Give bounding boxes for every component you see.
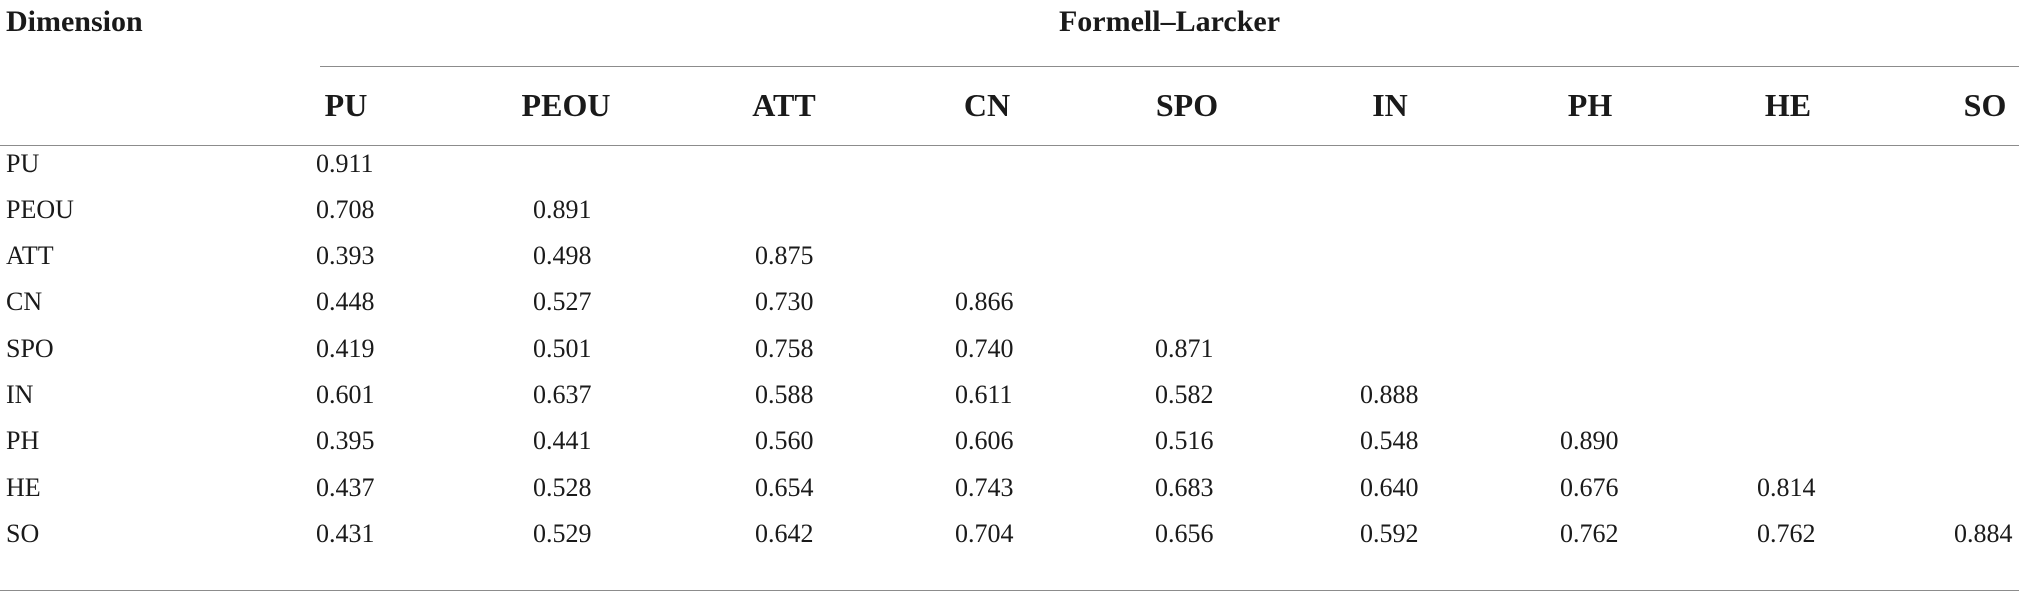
column-header-pu: PU (324, 87, 368, 123)
table-cell: 0.704 (955, 519, 1014, 548)
table-cell: 0.592 (1360, 519, 1419, 548)
row-label: IN (6, 380, 34, 409)
table-cell: 0.743 (955, 473, 1014, 502)
table-cell: 0.548 (1360, 426, 1419, 455)
row-label: SO (6, 519, 40, 548)
table-cell: 0.637 (533, 380, 592, 409)
table-cell: 0.611 (955, 380, 1013, 409)
row-label: PEOU (6, 195, 74, 224)
table-cell: 0.866 (955, 287, 1014, 316)
column-header-he: HE (1764, 87, 1812, 123)
table-cell: 0.431 (316, 519, 375, 548)
table-row (0, 465, 2019, 511)
table-cell: 0.437 (316, 473, 375, 502)
dimension-header: Dimension (6, 5, 143, 38)
column-header-spo: SPO (1155, 87, 1219, 123)
table-cell: 0.762 (1757, 519, 1816, 548)
table-cell: 0.683 (1155, 473, 1214, 502)
table-cell: 0.606 (955, 426, 1014, 455)
table-row (0, 372, 2019, 418)
table-cell: 0.601 (316, 380, 375, 409)
table-cell: 0.890 (1560, 426, 1619, 455)
table-cell: 0.911 (316, 149, 374, 178)
table-row (0, 233, 2019, 279)
table-cell: 0.888 (1360, 380, 1419, 409)
table-cell: 0.762 (1560, 519, 1619, 548)
column-header-cn: CN (963, 87, 1011, 123)
table-row (0, 187, 2019, 233)
row-label: HE (6, 473, 41, 502)
column-header-att: ATT (752, 87, 816, 123)
table-cell: 0.498 (533, 241, 592, 270)
table-cell: 0.640 (1360, 473, 1419, 502)
table-cell: 0.419 (316, 334, 375, 363)
table-cell: 0.891 (533, 195, 592, 224)
row-label: ATT (6, 241, 54, 270)
column-header-so: SO (1963, 87, 2007, 123)
table-cell: 0.814 (1757, 473, 1816, 502)
row-label: PU (6, 149, 40, 178)
group-divider (320, 66, 2019, 67)
table-cell: 0.582 (1155, 380, 1214, 409)
table-cell: 0.395 (316, 426, 375, 455)
table-cell: 0.884 (1954, 519, 2013, 548)
table-cell: 0.676 (1560, 473, 1619, 502)
formell-larcker-header: Formell–Larcker (1058, 5, 1281, 38)
table-cell: 0.708 (316, 195, 375, 224)
table-cell: 0.740 (955, 334, 1014, 363)
table-row (0, 141, 2019, 187)
table-row (0, 418, 2019, 464)
table-cell: 0.871 (1155, 334, 1214, 363)
row-label: SPO (6, 334, 54, 363)
row-label: CN (6, 287, 43, 316)
table-cell: 0.758 (755, 334, 814, 363)
table-cell: 0.875 (755, 241, 814, 270)
table-cell: 0.656 (1155, 519, 1214, 548)
table-row (0, 279, 2019, 325)
table-cell: 0.448 (316, 287, 375, 316)
table-cell: 0.527 (533, 287, 592, 316)
table-row (0, 511, 2019, 557)
table-cell: 0.528 (533, 473, 592, 502)
table-cell: 0.588 (755, 380, 814, 409)
table-cell: 0.393 (316, 241, 375, 270)
column-header-ph: PH (1567, 87, 1613, 123)
table-cell: 0.501 (533, 334, 592, 363)
column-header-in: IN (1372, 87, 1408, 123)
table-cell: 0.560 (755, 426, 814, 455)
table-cell: 0.529 (533, 519, 592, 548)
table-row (0, 326, 2019, 372)
table-cell: 0.516 (1155, 426, 1214, 455)
row-label: PH (6, 426, 40, 455)
table-cell: 0.642 (755, 519, 814, 548)
table-cell: 0.654 (755, 473, 814, 502)
table-cell: 0.441 (533, 426, 592, 455)
bottom-divider (0, 590, 2019, 591)
table-cell: 0.730 (755, 287, 814, 316)
column-header-peou: PEOU (521, 87, 611, 123)
